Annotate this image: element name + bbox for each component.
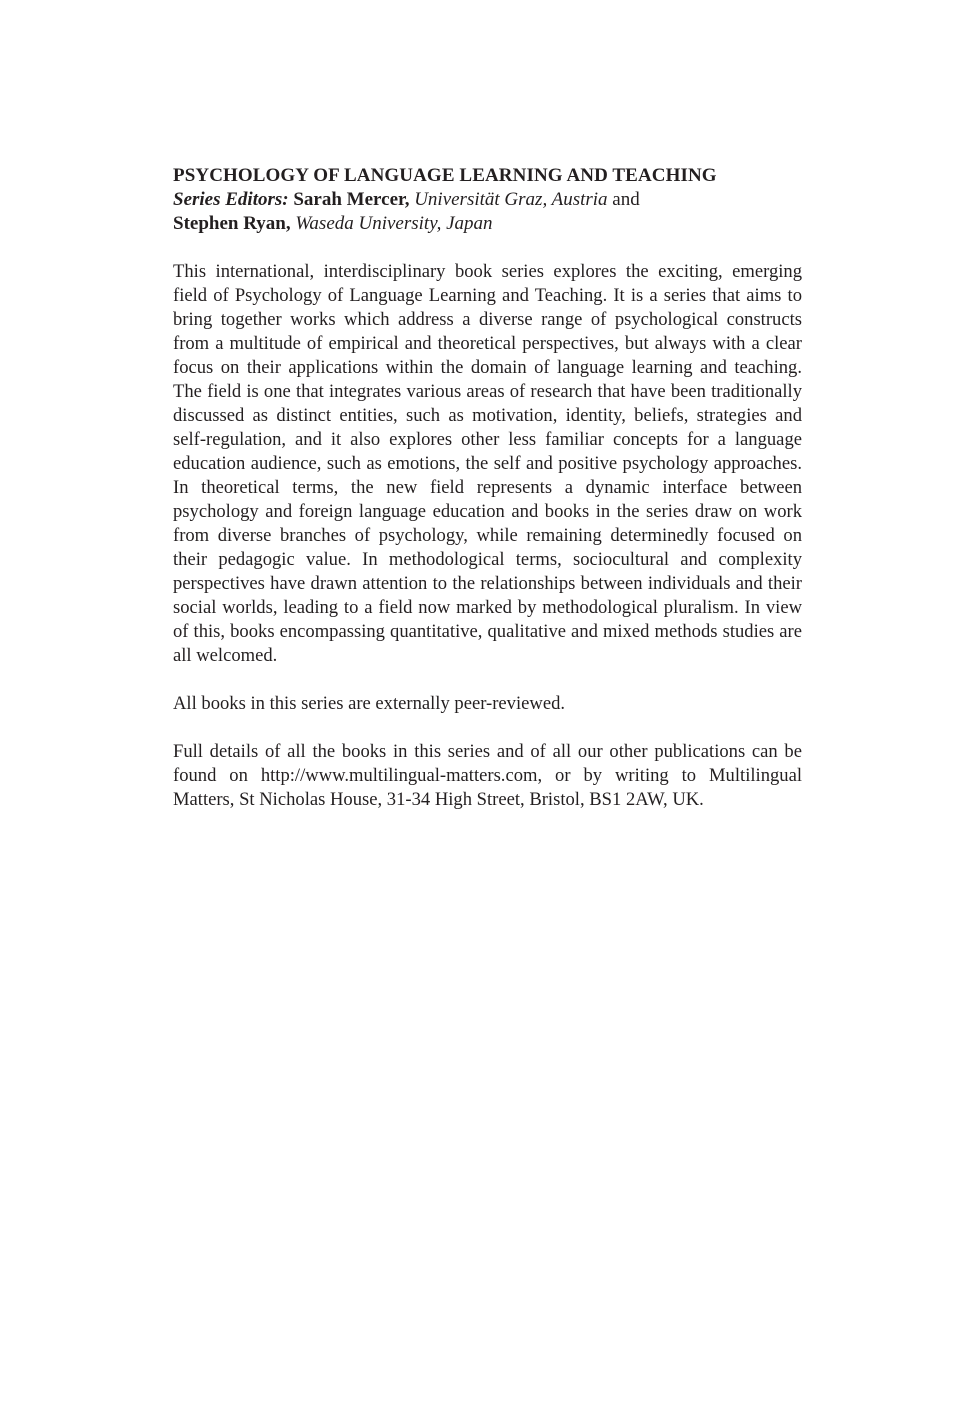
series-editors — [173, 188, 802, 236]
contact-details: Full details of all the books in this series and of all our other publications can be found on http://www.multilingual-matters.com, or by writing to Multilingual Matters, St Nicholas House, 31-34 High Street, Bristol, BS1 2AW, UK. — [173, 741, 802, 810]
editor-affiliation: Waseda University, Japan — [295, 213, 493, 234]
editor-name: Sarah Mercer, — [293, 189, 410, 210]
editor-affiliation: Universität Graz, Austria — [414, 189, 608, 210]
front-matter-text — [173, 164, 802, 831]
editors-label: Series Editors: — [173, 189, 289, 210]
series-title: PSYCHOLOGY OF LANGUAGE LEARNING AND TEACHING — [173, 165, 717, 186]
peer-review-note: All books in this series are externally peer-reviewed. — [173, 693, 566, 714]
editor-name: Stephen Ryan, — [173, 213, 291, 234]
editors-conjunction: and — [612, 189, 640, 210]
series-description: This international, interdisciplinary book series explores the exciting, emerging field of Psychology of Language Learning and Teaching. It is a series that aims to bring together works which address a diverse range of psychological constructs from a multitude of empirical and theoretical perspectives, but always with a clear focus on their applications within the domain of language learning and teaching. The field is one that integrates various areas of research that have been traditionally discussed as distinct entities, such as motivation, identity, beliefs, strategies and self-regulation, and it also explores other less familiar concepts for a language education audience, such as emotions, the self and positive psychology approaches. In theoretical terms, the new field represents a dynamic interface between psychology and foreign language education and books in the series draw on work from diverse branches of psychology, while remaining determinedly focused on their pedagogic value. In methodological terms, sociocultural and complexity perspectives have drawn attention to the relationships between individuals and their social worlds, leading to a field now marked by methodological pluralism. In view of this, books encompassing quantitative, qualitative and mixed methods studies are all welcomed. — [173, 261, 802, 666]
